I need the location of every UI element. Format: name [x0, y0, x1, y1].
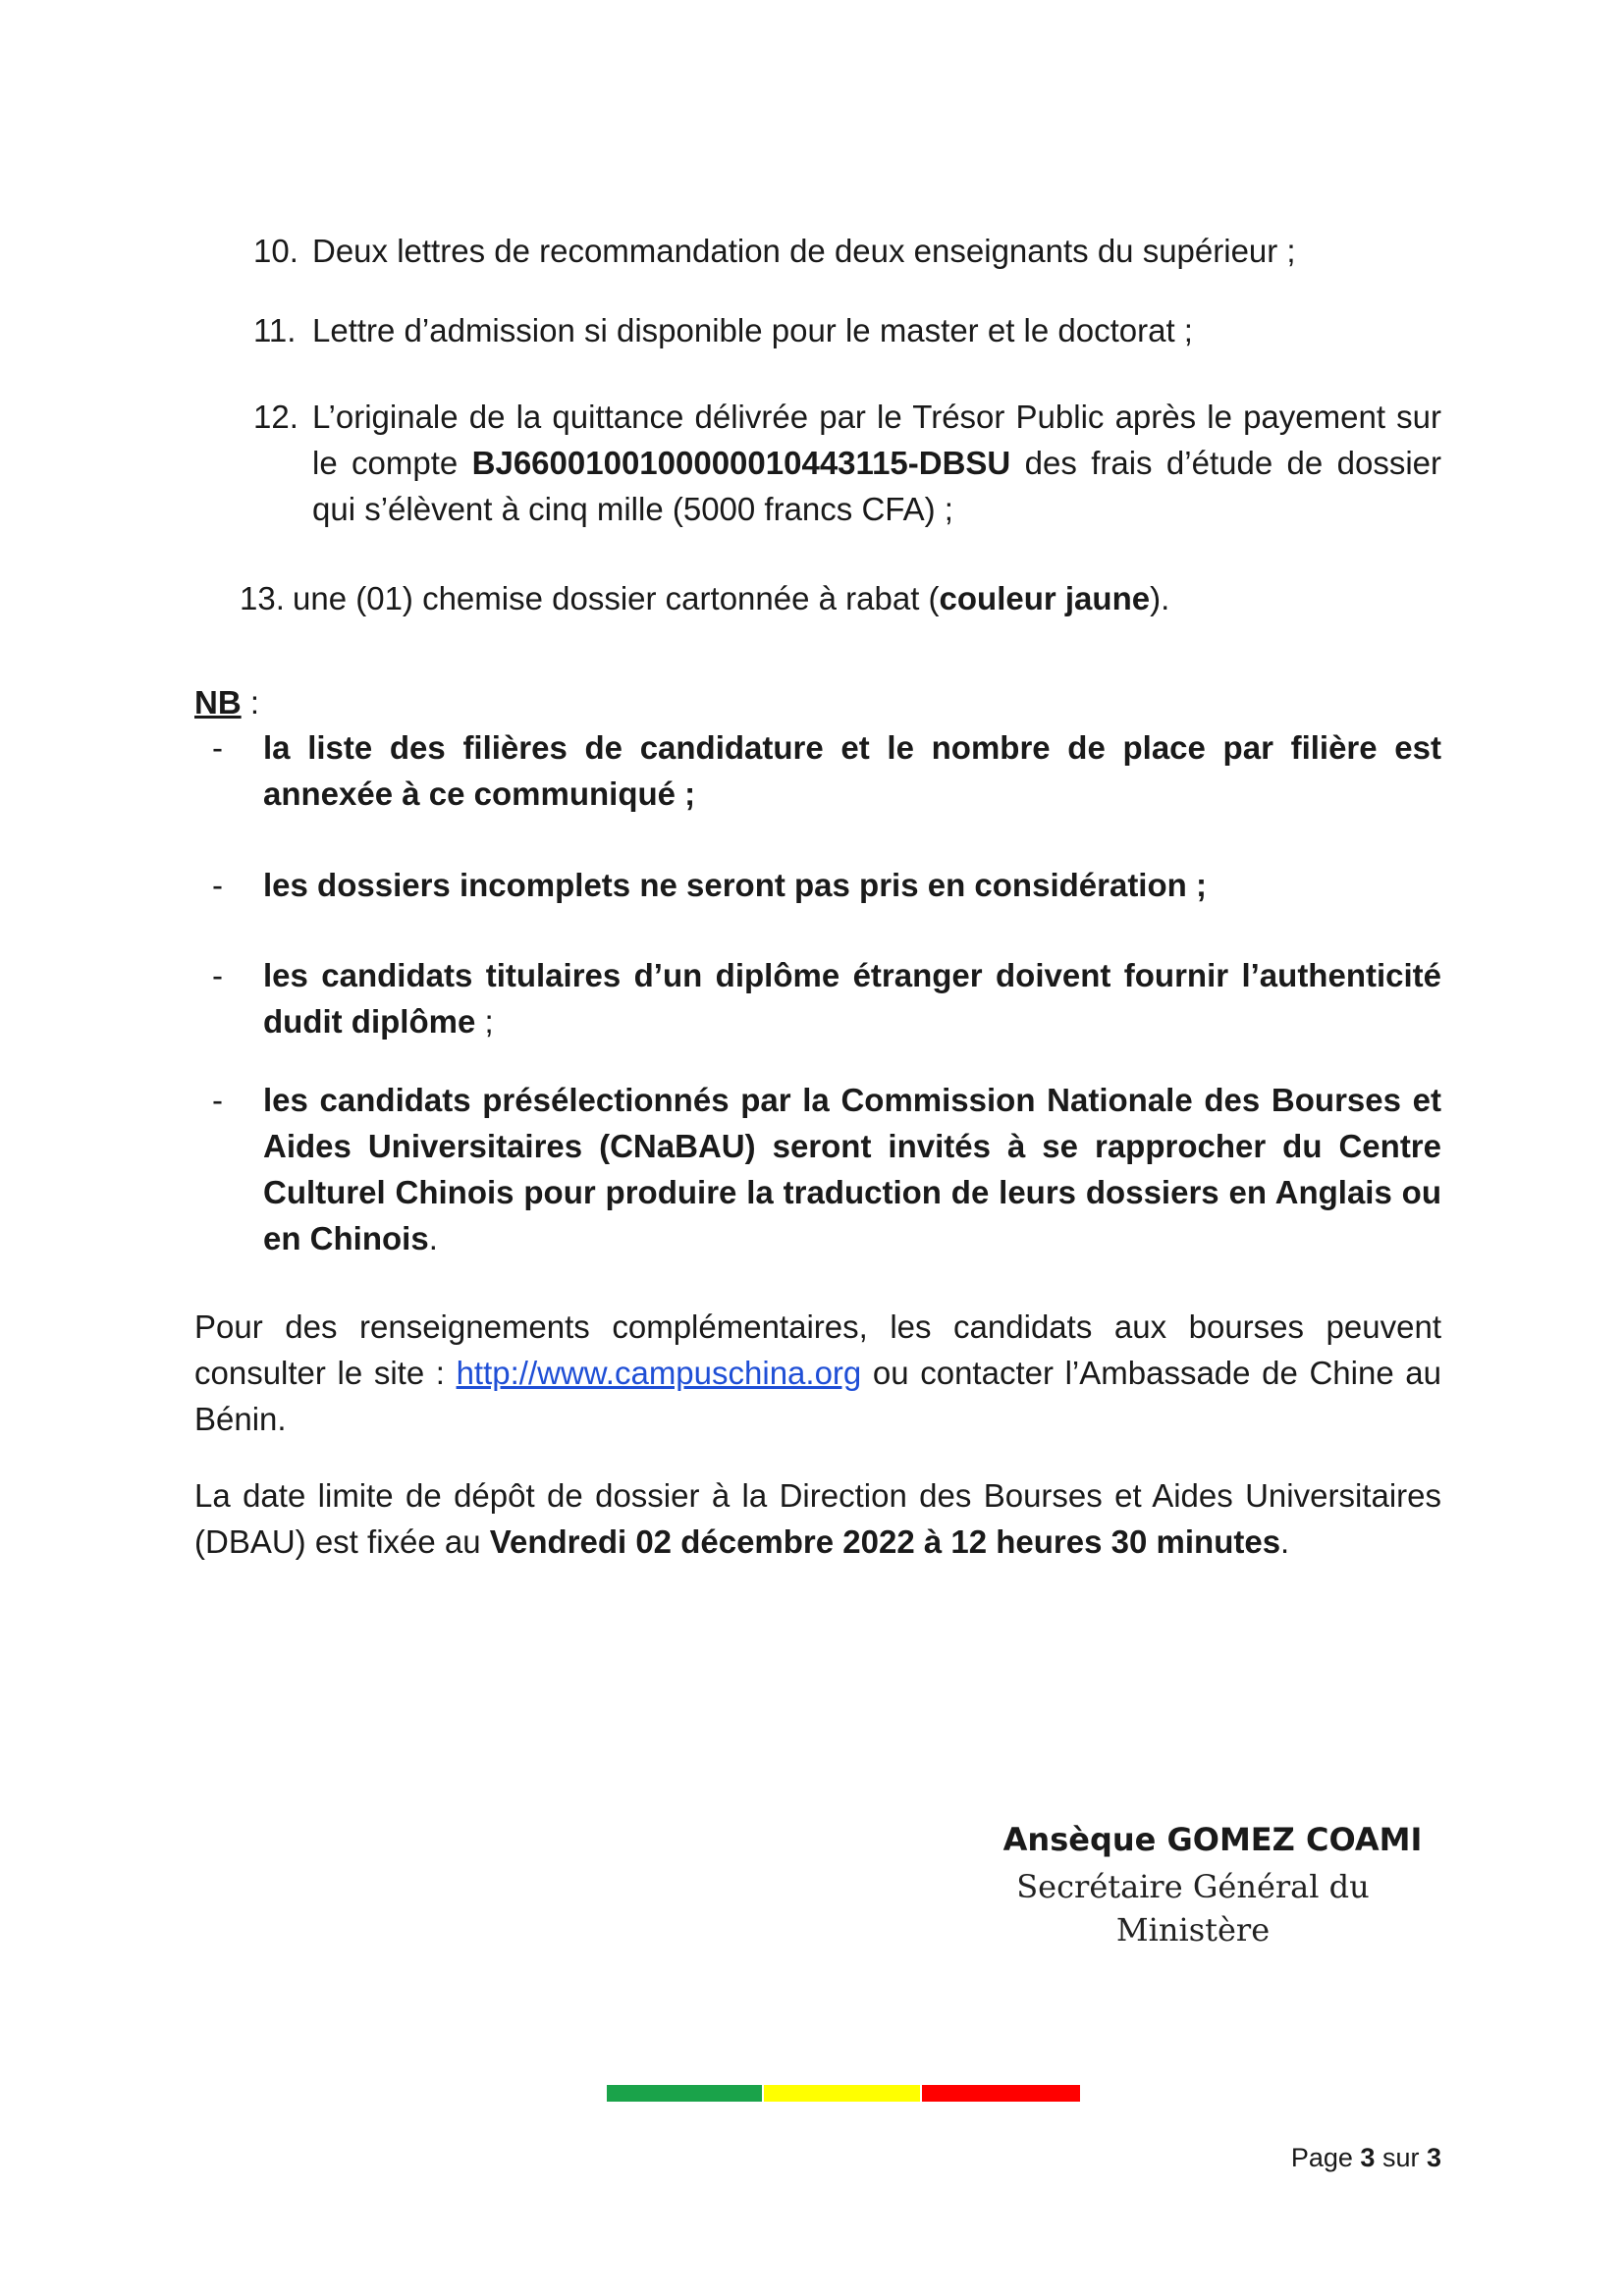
list-text-after: des frais d’étude de dossier qui s’élèvent à cinq mille (5000 francs CFA) ; [312, 445, 1441, 527]
nb-bullet [194, 724, 1441, 817]
signatory-title: Secrétaire Général du Ministère [1016, 1868, 1370, 1949]
nb-bullet [194, 862, 1441, 908]
page-sur: sur [1375, 2143, 1427, 2172]
deadline-date: Vendredi 02 décembre 2022 à 12 heures 30 minutes [489, 1523, 1281, 1560]
nb-bullet [194, 1077, 1441, 1261]
nb-separator: : [241, 684, 260, 721]
nb-label: NB [194, 684, 242, 721]
list-text: Lettre d’admission si disponible pour le master et le doctorat ; [312, 312, 1193, 348]
current-page: 3 [1360, 2143, 1376, 2172]
account-number: BJ6600100100000010443115-DBSU [471, 445, 1011, 481]
bullet-bold-text: les candidats titulaires d’un diplôme étranger doivent fournir l’authenticité dudit diplôme [263, 957, 1441, 1040]
total-pages: 3 [1426, 2143, 1441, 2172]
flag-band-yellow [764, 2085, 920, 2102]
signatory-name: Ansèque GOMEZ COAMI [1002, 1821, 1423, 1858]
bullet-text [194, 1077, 1441, 1261]
list-item-10 [253, 228, 1441, 274]
page-word: Page [1290, 2143, 1361, 2172]
deadline-text-before: La date limite de dépôt de dossier à la Direction des Bourses et Aides Universitaires (DBAU) est fixée au [194, 1477, 1441, 1560]
list-number: 12. [253, 399, 298, 435]
bullet-dash: - [212, 867, 223, 903]
list-text-before: L’originale de la quittance délivrée par le Trésor Public après le payement sur le compte [312, 399, 1441, 481]
bullet-rest-text: ; [475, 1003, 494, 1040]
deadline-text-after: . [1280, 1523, 1290, 1560]
bullet-rest-text: . [428, 1220, 438, 1256]
list-text-before: une (01) chemise dossier cartonnée à rabat ( [293, 580, 940, 616]
list-text [240, 575, 1441, 621]
campuschina-link[interactable]: http://www.campuschina.org [456, 1355, 862, 1391]
bullet-dash: - [212, 957, 223, 993]
list-number: 11. [253, 312, 297, 348]
list-item-12 [253, 394, 1441, 532]
page-number [1291, 2140, 1441, 2175]
bullet-dash: - [212, 1082, 223, 1118]
list-item-13 [240, 575, 1441, 621]
deadline-paragraph [194, 1472, 1441, 1565]
list-number: 10. [253, 233, 298, 269]
bullet-text [194, 862, 1441, 908]
bullet-text [194, 952, 1441, 1044]
list-item-11 [253, 307, 1441, 353]
nb-heading [194, 679, 259, 725]
info-text-after: ou contacter l’Ambassade de Chine au Bénin. [194, 1355, 1441, 1437]
info-paragraph [194, 1304, 1441, 1442]
list-text [253, 394, 1441, 532]
flag-band-green [607, 2085, 762, 2102]
list-number: 13. [240, 580, 285, 616]
bullet-bold-text: les candidats présélectionnés par la Commission Nationale des Bourses et Aides Universitaires (CNaBAU) seront invités à se rapprocher du Centre Culturel Chinois pour produire la traduction de leurs dossiers en Anglais ou en Chinois [263, 1082, 1441, 1256]
bullet-dash: - [212, 729, 223, 766]
info-text-before: Pour des renseignements complémentaires, les candidats aux bourses peuvent consulter le site : [194, 1308, 1441, 1391]
folder-color: couleur jaune [939, 580, 1151, 616]
bullet-bold-text: les dossiers incomplets ne seront pas pris en considération ; [263, 867, 1207, 903]
bullet-bold-text: la liste des filières de candidature et le nombre de place par filière est annexée à ce communiqué ; [263, 729, 1441, 812]
flag-band-red [922, 2085, 1080, 2102]
nb-bullet [194, 952, 1441, 1044]
bullet-text [194, 724, 1441, 817]
list-text-after: ). [1150, 580, 1170, 616]
list-text: Deux lettres de recommandation de deux enseignants du supérieur ; [312, 233, 1296, 269]
